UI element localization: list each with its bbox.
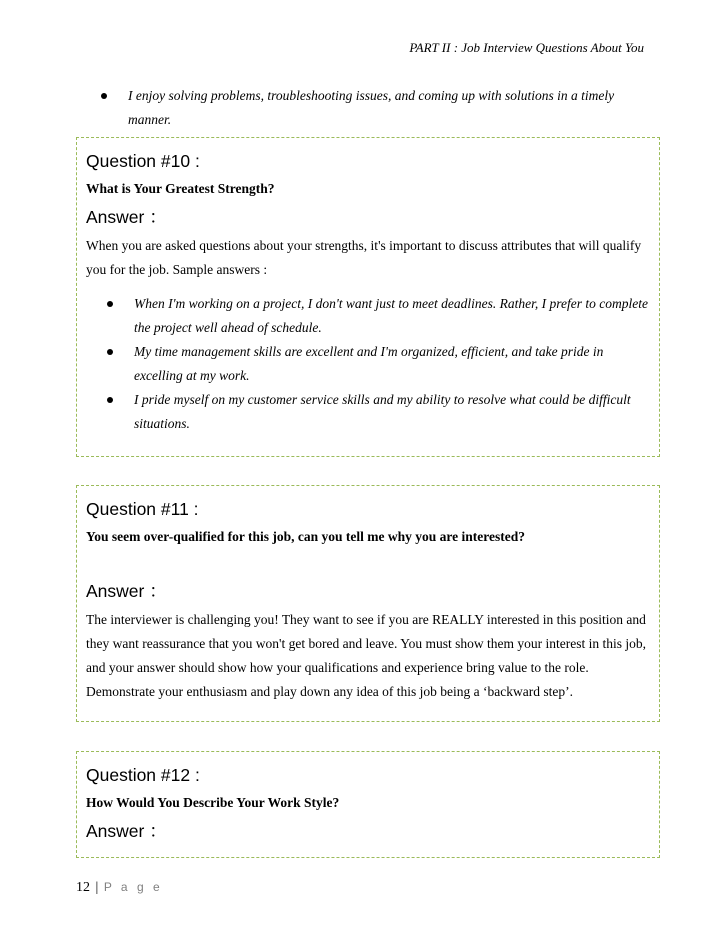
question-10-title: Question #10 :: [86, 151, 200, 171]
question-12-text: How Would You Describe Your Work Style?: [86, 795, 340, 810]
question-11-title: Question #11 :: [86, 499, 199, 519]
list-item: My time management skills are excellent and I'm organized, efficient, and take pride in excelling at my work.: [86, 340, 651, 388]
question-12-title: Question #12 :: [86, 765, 200, 785]
answer-12-title: Answer ：: [86, 821, 167, 841]
page-header: PART II : Job Interview Questions About You: [409, 40, 644, 55]
footer-separator: |: [95, 880, 99, 895]
answer-11-text: The interviewer is challenging you! They want to see if you are REALLY interested in this position and they want reassurance that you won't get bored and leave. You must show them your interest in this job, and your answer should show how your qualifications and experience bring value to the role. Demonstrate your enthusiasm and play down any idea of this job being a ‘backward step’.: [86, 612, 646, 699]
list-item: When I'm working on a project, I don't want just to meet deadlines. Rather, I prefer to complete the project well ahead of schedule.: [86, 292, 651, 340]
page-footer: [76, 880, 163, 896]
answer-11-title: Answer ：: [86, 581, 167, 601]
answer-10-bullet-list: [86, 292, 651, 436]
question-12-box: [76, 751, 660, 858]
page-number: 12: [76, 880, 90, 895]
question-11-box: [76, 485, 660, 722]
list-item: I enjoy solving problems, troubleshooting issues, and coming up with solutions in a timely manner.: [80, 84, 640, 132]
answer-10-title: Answer ：: [86, 207, 167, 227]
top-bullet-list: [80, 84, 640, 132]
page-label: P a g e: [103, 880, 163, 894]
question-10-box: [76, 137, 660, 457]
question-11-text: You seem over-qualified for this job, can you tell me why you are interested?: [86, 529, 525, 544]
list-item: I pride myself on my customer service skills and my ability to resolve what could be difficult situations.: [86, 388, 651, 436]
answer-10-text: When you are asked questions about your strengths, it's important to discuss attributes that will qualify you for the job. Sample answers :: [86, 238, 642, 277]
question-10-text: What is Your Greatest Strength?: [86, 181, 275, 196]
